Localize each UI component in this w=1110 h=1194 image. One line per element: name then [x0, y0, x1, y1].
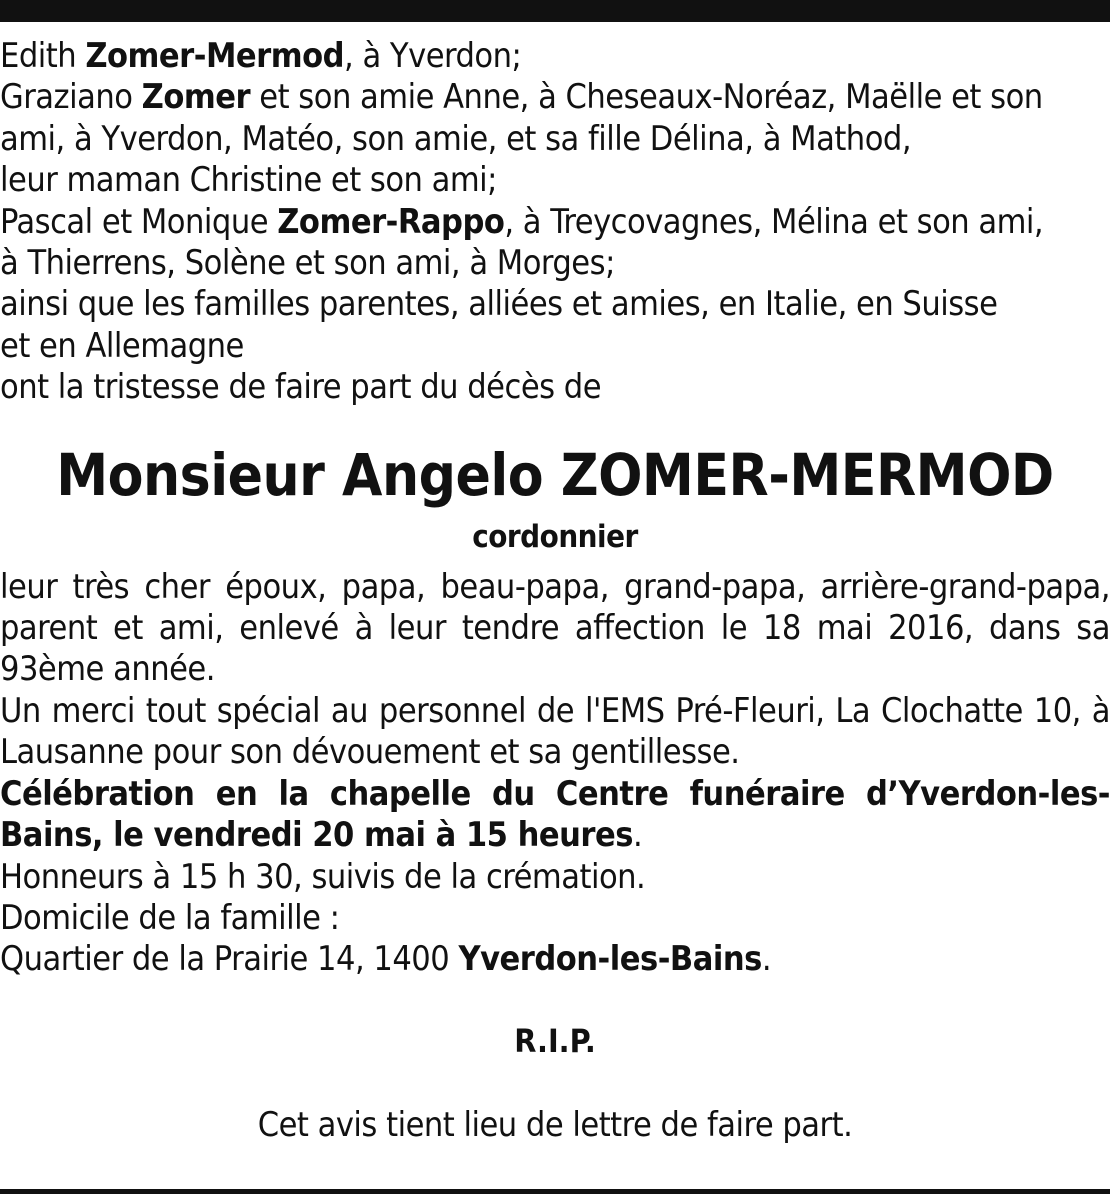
domicile-label: Domicile de la famille : [0, 897, 340, 938]
tribute-line: leur très cher époux, papa, beau-papa, grand-papa, arrière-grand-papa, [0, 566, 1110, 607]
family-address: Quartier de la Prairie 14, 1400 Yverdon-les-Bains. [0, 939, 772, 980]
obituary-body [0, 567, 1110, 981]
family-intro [0, 36, 1110, 409]
rip-text: R.I.P. [514, 1021, 596, 1060]
honours-line: Honneurs à 15 h 30, suivis de la crémation. [0, 856, 646, 897]
top-rule [0, 0, 1110, 22]
intro-line: Pascal et Monique Zomer-Rappo, à Treycovagnes, Mélina et son ami, [0, 201, 1044, 242]
thanks-line: Lausanne pour son dévouement et sa gentillesse. [0, 732, 740, 773]
intro-line: ainsi que les familles parentes, alliées et amies, en Italie, en Suisse [0, 284, 998, 325]
intro-line: à Thierrens, Solène et son ami, à Morges; [0, 243, 615, 284]
ceremony-line-end: Bains, le vendredi 20 mai à 15 heures. [0, 815, 643, 856]
bottom-rule [0, 1189, 1110, 1194]
thanks-line: Un merci tout spécial au personnel de l'EMS Pré-Fleuri, La Clochatte 10, à [0, 690, 1110, 731]
intro-line: ont la tristesse de faire part du décès de [0, 367, 602, 408]
intro-line: Edith Zomer-Mermod, à Yverdon; [0, 36, 522, 76]
deceased-profession: cordonnier [472, 518, 638, 555]
tribute-line: parent et ami, enlevé à leur tendre affection le 18 mai 2016, dans sa [0, 608, 1110, 649]
intro-line: ami, à Yverdon, Matéo, son amie, et sa fille Délina, à Mathod, [0, 118, 912, 159]
deceased-name: Monsieur Angelo ZOMER-MERMOD [56, 440, 1054, 509]
intro-line: Graziano Zomer et son amie Anne, à Cheseaux-Noréaz, Maëlle et son [0, 77, 1043, 118]
tribute-line: 93ème année. [0, 649, 215, 690]
closing-note: Cet avis tient lieu de lettre de faire part. [257, 1104, 853, 1145]
obituary-notice [0, 36, 1110, 1147]
intro-line: leur maman Christine et son ami; [0, 160, 497, 201]
intro-line: et en Allemagne [0, 325, 244, 366]
ceremony-line: Célébration en la chapelle du Centre funéraire d’Yverdon-les- [0, 773, 1110, 814]
